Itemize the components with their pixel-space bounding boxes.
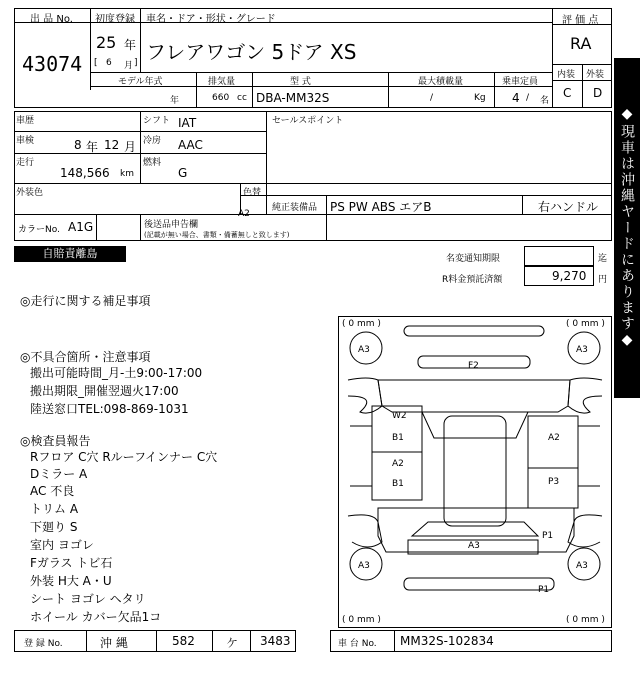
chassis-number: MM32S-102834 — [400, 634, 494, 648]
reg-region: 沖 縄 — [100, 636, 128, 650]
capacity-value: 4 — [512, 91, 520, 105]
inspector-line: Fガラス トビ石 — [30, 556, 113, 570]
damage-mark-a3: A3 — [358, 561, 370, 571]
fuel-value: G — [178, 166, 188, 180]
fender-left — [348, 378, 382, 413]
reg-year: 25 — [96, 33, 117, 52]
model-year-label: モデル年式 — [118, 77, 163, 87]
inspector-line: AC 不良 — [30, 484, 75, 498]
damage-mark-a3: A3 — [358, 345, 370, 355]
sales-point-label: セールスポイント — [272, 116, 344, 126]
damage-mark-p3: P3 — [548, 477, 560, 487]
reg-class: 582 — [172, 634, 195, 648]
equipment-value: PS PW ABS エアB — [330, 200, 432, 214]
inspection-month: 12 — [104, 138, 120, 152]
inspection-year-unit: 年 — [86, 140, 99, 154]
interior-label: 内装 — [557, 70, 576, 80]
model-year-unit: 年 — [170, 96, 180, 106]
inspector-line: Dミラー A — [30, 467, 88, 481]
color-no-label: カラーNo. — [18, 225, 60, 235]
recycle-label: R料金預託済額 — [442, 275, 503, 285]
month-bracket-close: ] — [134, 58, 138, 68]
damage-mark-a2: A2 — [548, 433, 560, 443]
lot-number: 43074 — [22, 52, 83, 76]
shift-value: IAT — [178, 116, 197, 130]
interior-value: C — [563, 86, 572, 100]
exterior-value: D — [593, 86, 603, 100]
damage-mark-b1: B1 — [392, 479, 404, 489]
ac-value: AAC — [178, 138, 203, 152]
car-name: フレアワゴン 5ドア XS — [146, 40, 357, 64]
inspector-line: トリム A — [30, 502, 79, 516]
rear-bumper — [404, 578, 554, 590]
defect-line: 陸送窓口TEL:098-869-1031 — [30, 402, 189, 416]
max-load-unit: Kg — [474, 93, 486, 103]
exterior-label: 外装 — [586, 70, 605, 80]
reg-kana: ケ — [226, 636, 239, 650]
name-change-box — [524, 246, 594, 266]
lot-label: 出 品 No. — [30, 14, 73, 25]
damage-mark-a3: A3 — [576, 345, 588, 355]
inspection-month-unit: 月 — [124, 140, 137, 154]
month-bracket-open: [ — [94, 58, 98, 68]
history-label: 車歴 — [16, 116, 35, 126]
name-label: 車名・ドア・形状・グレード — [146, 14, 276, 25]
ac-label: 冷房 — [143, 136, 162, 146]
tire-readout-br: ( 0 mm ) — [566, 615, 605, 625]
front-bumper — [404, 326, 544, 336]
damage-mark-a3: A3 — [576, 561, 588, 571]
defect-line: 搬出可能時間_月-土9:00-17:00 — [30, 366, 203, 380]
rear-fender-right — [568, 515, 602, 547]
roof — [444, 416, 506, 526]
rear-window — [412, 522, 538, 536]
max-load-label: 最大積載量 — [418, 77, 464, 87]
mileage-label: 走行 — [16, 158, 35, 168]
inspection-year: 8 — [74, 138, 82, 152]
inspector-line: 下廻り S — [30, 520, 78, 534]
inspector-line: 外装 H大 A・U — [30, 574, 112, 588]
after-note: (記載が無い場合、書類・備蓄無しと致します) — [144, 231, 290, 239]
defect-line: 搬出期限_開催翌週火17:00 — [30, 384, 179, 398]
displacement-unit: cc — [237, 93, 247, 103]
year-unit: 年 — [124, 38, 137, 52]
capacity-label: 乗車定員 — [502, 77, 539, 87]
inspector-line: シート ヨゴレ ヘタリ — [30, 592, 146, 606]
inspector-line: 室内 ヨゴレ — [30, 538, 94, 552]
door-right-rear — [528, 468, 578, 508]
hood-outline — [378, 380, 570, 412]
tire-readout-tr: ( 0 mm ) — [566, 319, 605, 329]
inspection-label: 車検 — [16, 136, 35, 146]
fender-right — [568, 378, 602, 413]
damage-mark-a2: A2 — [392, 459, 404, 469]
displacement-value: 660 — [212, 93, 230, 103]
grade-value: RA — [570, 34, 592, 53]
reg-label: 登 録 No. — [24, 639, 63, 649]
damage-mark-b1: B1 — [392, 433, 404, 443]
inspector-line: ホイール カバー欠品1コ — [30, 610, 162, 624]
steering-value: 右ハンドル — [538, 200, 599, 214]
name-change-label: 名変通知期限 — [446, 254, 501, 264]
equipment-label: 純正装備品 — [272, 203, 318, 213]
chassis-label: 車 台 No. — [338, 639, 377, 649]
recycle-unit: 円 — [598, 275, 608, 285]
grade-label: 評 価 点 — [562, 15, 599, 26]
max-load-sep: / — [430, 93, 434, 103]
type-label: 型 式 — [290, 77, 311, 87]
damage-mark-p1: P1 — [538, 585, 550, 595]
reg-label: 初度登録 — [95, 14, 135, 25]
shift-label: シフト — [143, 116, 171, 126]
side-banner: ◆現車は沖縄ヤードにあります◆ — [614, 58, 640, 398]
type-value: DBA-MM32S — [256, 91, 330, 105]
ext-color-label: 外装色 — [16, 188, 44, 198]
driving-title: ◎走行に関する補足事項 — [20, 294, 151, 308]
color-no-value: A1G — [68, 220, 94, 234]
after-label: 後送品申告欄 — [144, 220, 199, 230]
reg-number: 3483 — [260, 634, 291, 648]
mileage-unit: km — [120, 169, 134, 179]
reg-month: 6 — [106, 58, 112, 68]
rear-fender-left — [348, 515, 382, 547]
damage-mark-a2: A2 — [238, 209, 250, 219]
inspector-line: Rフロア C穴 Rルーフインナー C穴 — [30, 450, 218, 464]
tire-readout-tl: ( 0 mm ) — [342, 319, 381, 329]
displacement-label: 排気量 — [208, 77, 236, 87]
capacity-sep: / — [526, 93, 530, 103]
damage-mark-a3: A3 — [468, 541, 480, 551]
recycle-amount: 9,270 — [552, 269, 587, 283]
color-change-label: 色替 — [243, 188, 262, 198]
inspector-title: ◎検査員報告 — [20, 434, 91, 448]
fuel-label: 燃料 — [143, 158, 162, 168]
defect-title: ◎不具合箇所・注意事項 — [20, 350, 151, 364]
damage-mark-p1: P1 — [542, 531, 554, 541]
tire-readout-bl: ( 0 mm ) — [342, 615, 381, 625]
damage-mark-w2: W2 — [392, 411, 407, 421]
liability-badge: 自賠責離島 — [14, 246, 126, 262]
mileage-value: 148,566 — [60, 166, 110, 180]
month-unit: 月 — [124, 61, 134, 71]
damage-mark-f2: F2 — [468, 361, 479, 371]
name-change-unit: 迄 — [598, 254, 608, 264]
capacity-unit: 名 — [540, 96, 550, 106]
